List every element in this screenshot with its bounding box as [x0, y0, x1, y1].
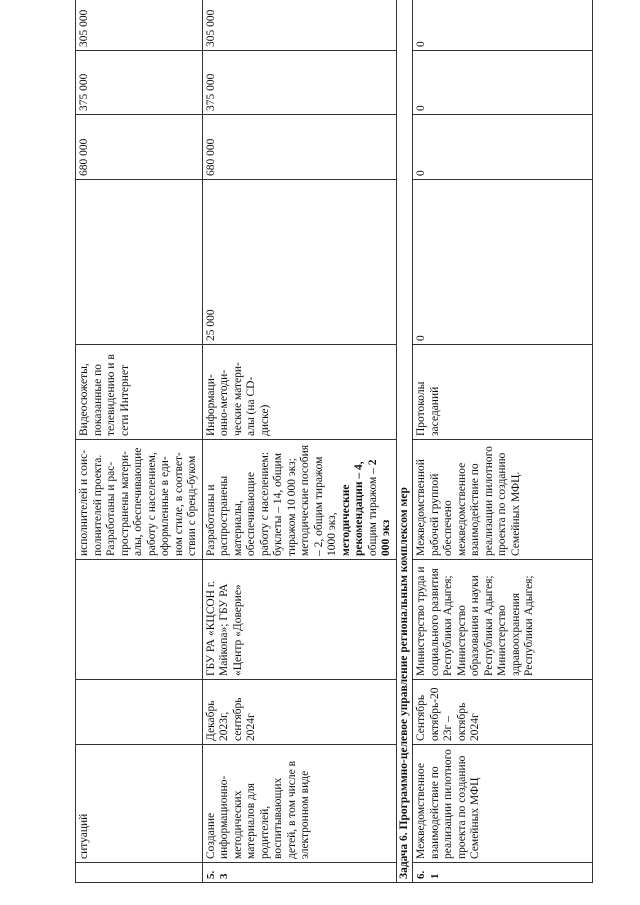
result-line: работу с населением,: [145, 452, 158, 556]
indicator-cell: Информаци-онно-методи-ческие матери-алы (на CD-диске): [202, 345, 396, 440]
result-cell: Межведомственной рабочей группой обеспечено межведомственное взаимодействие по реализации пилотного проекта по созданию Семейных МФЦ.: [413, 440, 593, 560]
amount-cell: 305 000: [76, 0, 203, 51]
amount-cell: 375 000: [202, 51, 396, 115]
table-row: [76, 0, 203, 883]
rotated-page: [75, 9, 630, 883]
amount-cell: 0: [413, 115, 593, 180]
result-line: исполнителей и соис-: [78, 449, 90, 556]
amount-cell: 375 000: [76, 51, 203, 115]
activity-name-cell: Межведомственное взаимодействие по реализации пилотного проекта по созданию Семейных МФЦ: [413, 745, 593, 863]
extra-column-anchor: [0, 0, 1, 1]
result-line: Разработаны и рас-: [105, 461, 117, 556]
executor-cell: [76, 560, 203, 680]
indicator-cell: Протоколы заседаний: [413, 345, 593, 440]
result-line: ствии с бренд-буком: [186, 455, 198, 556]
row-number-cell: [76, 863, 203, 883]
task-heading: Задача 6. Программно-целевое управление региональным комплексом мер: [396, 0, 413, 883]
amount-cell: 0: [413, 51, 593, 115]
result-line: оформленные в еди-: [159, 456, 171, 556]
amount-cell: 680 000: [76, 115, 203, 180]
result-text-bold: методические рекомендации – 4,: [339, 461, 365, 556]
result-line: ном стиле, в соответ-: [172, 452, 185, 556]
task-row: [396, 0, 413, 883]
row-number-cell: 6.1: [413, 863, 593, 883]
executor-cell: ГБУ РА «КЦСОН г. Майкопа»; ГБУ РА «Центр «Доверие»: [202, 560, 396, 680]
result-text-bold: 2 000 экз: [366, 459, 392, 556]
indicator-cell: Видеосюжеты, показанные по телевидению и в сети Интернет: [76, 345, 203, 440]
result-line: пространены матери-: [118, 451, 131, 556]
amount-cell: 25 000: [202, 180, 396, 345]
amount-cell: [76, 180, 203, 345]
period-cell: Сентябрь октябрь-2023г –октябрь 2024г: [413, 680, 593, 745]
executor-cell: Министерство труда и социального развития Республики Адыгея; Министерство образования и науки Республики Адыгея; Министерство здравоохранения Республики Адыгея;: [413, 560, 593, 680]
activities-table: [75, 0, 593, 883]
result-cell: [76, 440, 203, 560]
table-row: [413, 0, 593, 883]
table-row: [202, 0, 396, 883]
amount-cell: 305 000: [202, 0, 396, 51]
row-number-cell: 5.3: [202, 863, 396, 883]
period-cell: Декабрь 2023г, сентябрь 2024г: [202, 680, 396, 745]
result-text: общим тиражом –: [366, 468, 379, 556]
result-text: Разработаны и распространены материалы, обеспечивающие работу с населением: буклеты – 14, общим тиражом 10 000 экз; методические пособия – 2, общим тиражом 1000 экз,: [204, 444, 338, 556]
result-line: полнителей проекта.: [91, 454, 104, 556]
result-line: алы, обеспечивающие: [132, 447, 144, 556]
activity-name-cell: Создание информационно-методических материалов для родителей, воспитывающих детей, в том числе в электронном виде: [202, 745, 396, 863]
result-cell: [202, 440, 396, 560]
activity-name-cell: ситуаций: [76, 745, 203, 863]
amount-cell: 0: [413, 0, 593, 51]
period-cell: [76, 680, 203, 745]
amount-cell: 0: [413, 180, 593, 345]
amount-cell: 680 000: [202, 115, 396, 180]
